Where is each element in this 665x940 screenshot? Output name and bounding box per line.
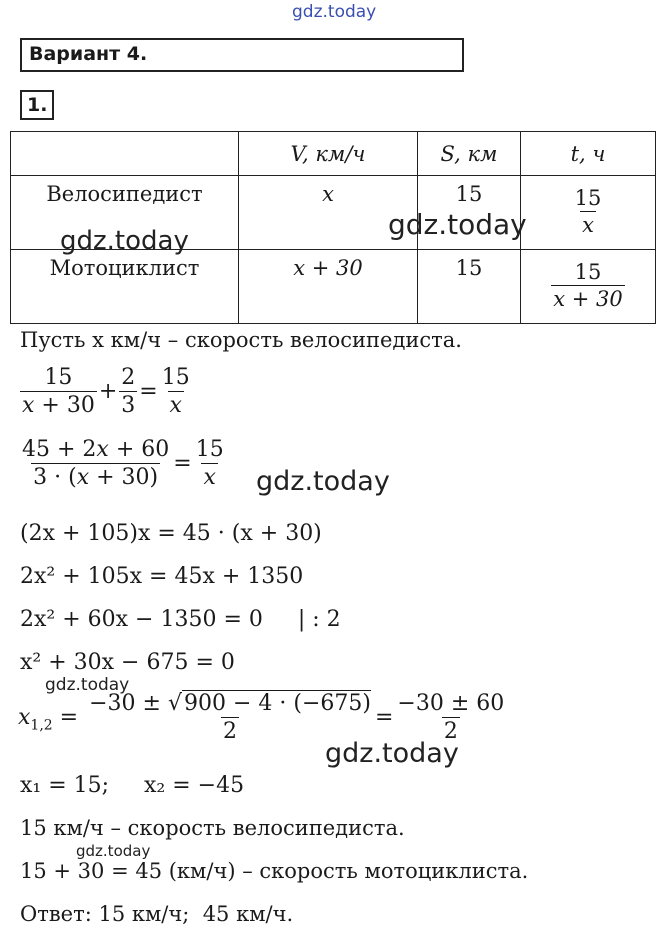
row-time: $\frac{15}{x + 30}$ — [521, 250, 656, 324]
watermark-top: gdz.today — [292, 2, 377, 22]
equation-5: 2x² + 60x − 1350 = 0 | : 2 — [20, 607, 341, 632]
equation-2: $\frac{45 + 2x + 60}{3 \cdot (x + 30)}$ = $\frac{15}{x}$ — [22, 437, 224, 491]
let-statement: Пусть x км/ч – скорость велосипедиста. — [20, 328, 462, 352]
variant-title-box — [20, 38, 464, 72]
equation-6: x² + 30x − 675 = 0 — [20, 650, 235, 675]
equation-4: 2x² + 105x = 45x + 1350 — [20, 564, 304, 589]
watermark: gdz.today — [60, 226, 189, 256]
equation-3: (2x + 105)x = 45 · (x + 30) — [20, 521, 322, 546]
answer: Ответ: 15 км/ч; 45 км/ч. — [20, 902, 294, 926]
task-number-box — [20, 90, 54, 120]
variant-title: Вариант 4. — [29, 43, 148, 65]
watermark: gdz.today — [76, 842, 151, 860]
row-distance: 15 — [418, 176, 521, 250]
table-header-speed: V, км/ч — [239, 132, 418, 176]
table-row — [11, 176, 656, 250]
watermark: gdz.today — [388, 208, 527, 241]
result-motorcyclist: 15 + 30 = 45 (км/ч) – скорость мотоциклиста. — [20, 859, 529, 883]
row-time: $\frac{15}{x}$ — [521, 176, 656, 250]
row-speed: x + 30 — [239, 250, 418, 324]
row-distance: 15 — [418, 250, 521, 324]
table-row — [11, 250, 656, 324]
watermark: gdz.today — [256, 466, 390, 497]
roots-formula: $x_{1,2}$ = $\frac{-30 \pm √900 - 4 \cdot (-675)}{2}$ = $\frac{-30 \pm 60}{2}$ — [18, 691, 505, 745]
roots: x₁ = 15; x₂ = −45 — [20, 773, 245, 798]
table-header-distance: S, км — [418, 132, 521, 176]
data-table — [10, 131, 656, 324]
table-header-time: t, ч — [521, 132, 656, 176]
row-speed: x — [239, 176, 418, 250]
result-cyclist: 15 км/ч – скорость велосипедиста. — [20, 816, 405, 840]
equation-1: $\frac{15}{x + 30}$ + $\frac{2}{3}$ = $\frac{15}{x}$ — [22, 365, 190, 419]
task-number: 1. — [27, 94, 48, 116]
row-label: Велосипедист — [11, 176, 239, 250]
watermark: gdz.today — [325, 738, 459, 769]
table-header-empty — [11, 132, 239, 176]
row-label: Мотоциклист — [11, 250, 239, 324]
watermark: gdz.today — [45, 675, 130, 695]
